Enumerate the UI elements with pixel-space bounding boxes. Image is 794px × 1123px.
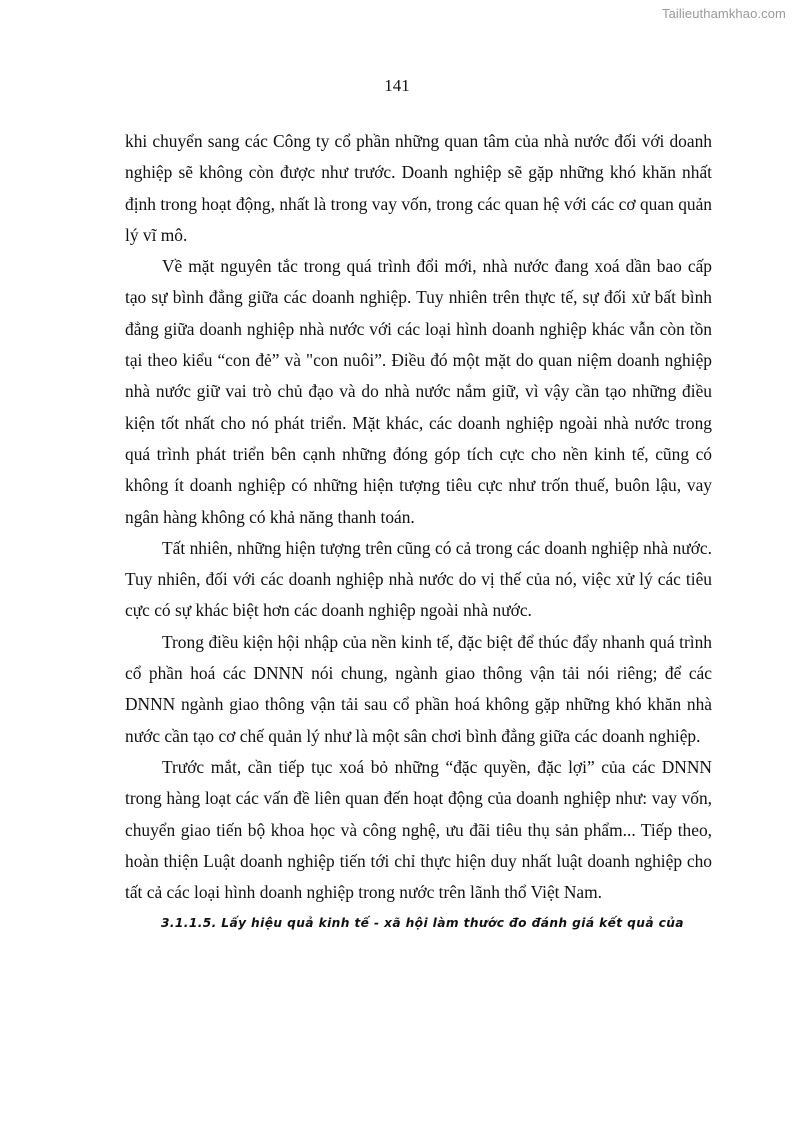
document-body: [125, 126, 712, 940]
paragraph: Trong điều kiện hội nhập của nền kinh tế, đặc biệt để thúc đẩy nhanh quá trình cổ phần hoá các DNNN nói chung, ngành giao thông vận tải nói riêng; để các DNNN ngành giao thông vận tải sau cổ phần hoá không gặp những khó khăn nhà nước cần tạo cơ chế quản lý như là một sân chơi bình đẳng giữa các doanh nghiệp.: [125, 631, 712, 746]
paragraph: Trước mắt, cần tiếp tục xoá bỏ những “đặc quyền, đặc lợi” của các DNNN trong hàng loạt các vấn đề liên quan đến hoạt động của doanh nghiệp như: vay vốn, chuyển giao tiến bộ khoa học và công nghệ, ưu đãi tiêu thụ sản phẩm... Tiếp theo, hoàn thiện Luật doanh nghiệp tiến tới chỉ thực hiện duy nhất luật doanh nghiệp cho tất cả các loại hình doanh nghiệp trong nước trên lãnh thổ Việt Nam.: [125, 756, 712, 903]
paragraph: Về mặt nguyên tắc trong quá trình đổi mới, nhà nước đang xoá dần bao cấp tạo sự bình đẳng giữa các doanh nghiệp. Tuy nhiên trên thực tế, sự đối xử bất bình đẳng giữa doanh nghiệp nhà nước với các loại hình doanh nghiệp khác vẫn còn tồn tại theo kiểu “con đẻ” và "con nuôi”. Điều đó một mặt do quan niệm doanh nghiệp nhà nước giữ vai trò chủ đạo và do nhà nước nắm giữ, vì vậy cần tạo những điều kiện tốt nhất cho nó phát triển. Mặt khác, các doanh nghiệp ngoài nhà nước trong quá trình phát triển bên cạnh những đóng góp tích cực cho nền kinh tế, cũng có không ít doanh nghiệp có những hiện tượng tiêu cực như trốn thuế, buôn lậu, vay ngân hàng không có khả năng thanh toán.: [125, 256, 712, 527]
paragraph: Tất nhiên, những hiện tượng trên cũng có cả trong các doanh nghiệp nhà nước. Tuy nhiên, đối với các doanh nghiệp nhà nước do vị thế của nó, việc xử lý các tiêu cực có sự khác biệt hơn các doanh nghiệp ngoài nhà nước.: [125, 537, 712, 621]
watermark: Tailieuthamkhao.com: [661, 6, 786, 21]
page-number: 141: [384, 76, 410, 95]
section-heading: 3.1.1.5. Lấy hiệu quả kinh tế - xã hội làm thước đo đánh giá kết quả của: [161, 916, 684, 931]
paragraph-continuation: khi chuyển sang các Công ty cổ phần những quan tâm của nhà nước đối với doanh nghiệp sẽ không còn được như trước. Doanh nghiệp sẽ gặp những khó khăn nhất định trong hoạt động, nhất là trong vay vốn, trong các quan hệ với các cơ quan quản lý vĩ mô.: [125, 131, 712, 245]
